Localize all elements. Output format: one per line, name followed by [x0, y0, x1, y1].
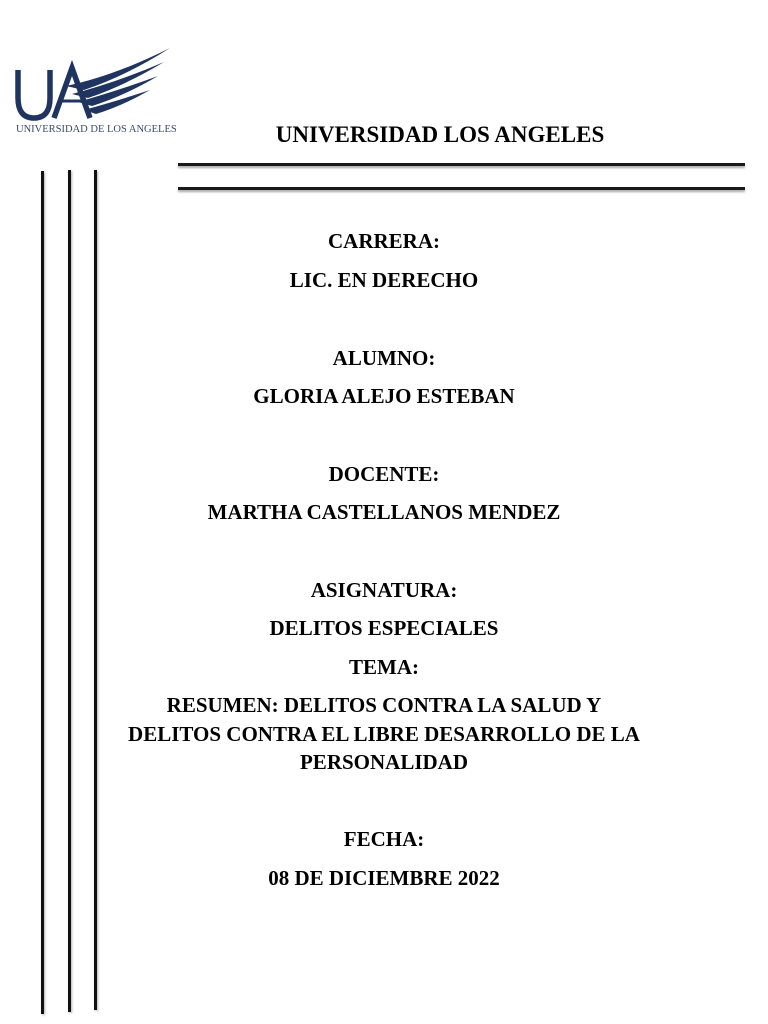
topic-line: DELITOS CONTRA EL LIBRE DESARROLLO DE LA [128, 721, 640, 746]
subject-label: ASIGNATURA: [310, 578, 458, 602]
career-value: LIC. EN DERECHO [289, 268, 479, 292]
university-logo [14, 46, 176, 142]
student-value: GLORIA ALEJO ESTEBAN [253, 384, 515, 408]
teacher-value: MARTHA CASTELLANOS MENDEZ [207, 500, 561, 524]
header-rule-bottom [178, 187, 745, 190]
topic-label: TEMA: [349, 655, 419, 679]
date-value: 08 DE DICIEMBRE 2022 [268, 866, 500, 890]
university-title: UNIVERSIDAD LOS ANGELES [275, 122, 605, 147]
side-line-1 [41, 171, 44, 1014]
teacher-label: DOCENTE: [328, 462, 440, 486]
header-rule-top [178, 163, 745, 166]
side-line-2 [68, 170, 71, 1012]
logo-caption: UNIVERSIDAD DE LOS ANGELES [16, 124, 177, 135]
subject-value: DELITOS ESPECIALES [269, 616, 499, 640]
topic-line: PERSONALIDAD [299, 750, 469, 774]
side-line-3 [94, 170, 97, 1010]
ua-logo-icon [14, 46, 176, 126]
topic-line: RESUMEN: DELITOS CONTRA LA SALUD Y [166, 693, 602, 717]
student-label: ALUMNO: [332, 346, 436, 370]
topic-text [96, 691, 672, 777]
career-label: CARRERA: [328, 229, 440, 253]
date-label: FECHA: [343, 827, 425, 851]
